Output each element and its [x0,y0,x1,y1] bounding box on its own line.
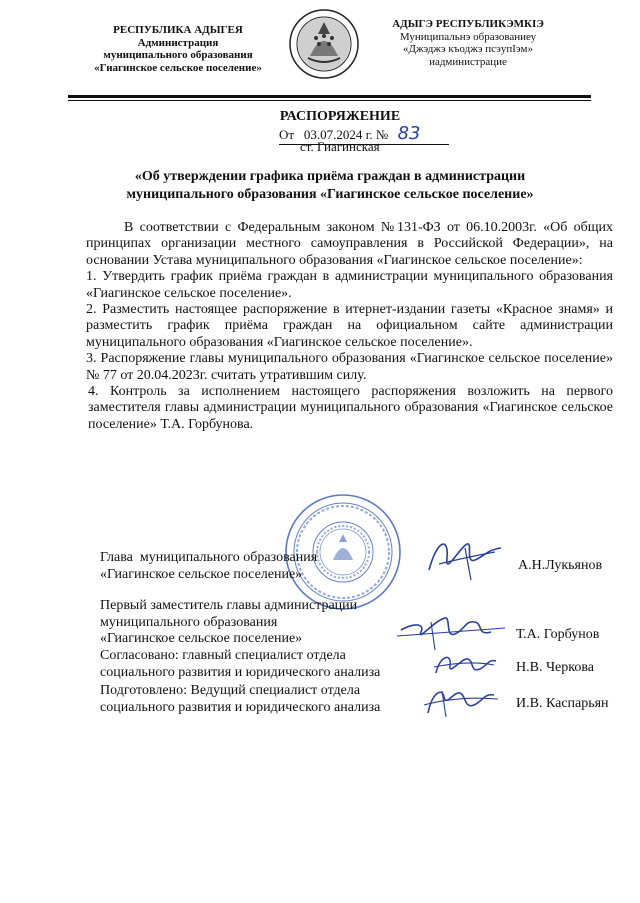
document-place: ст. Гиагинская [300,139,380,154]
agreed-line-1: Согласовано: главный специалист отдела [100,648,346,663]
prepared-handwritten-signature [420,683,500,726]
deputy-title-line-3: «Гиагинское сельское поселение» [100,631,303,646]
agreed-handwritten-signature [430,647,500,687]
header-right-admin: иадминистрацие [429,55,507,68]
head-title-line-1: Глава муниципального образования [100,550,318,565]
subject-line-1: «Об утверждении графика приёма граждан в администрации [134,169,526,184]
signature-head-title [100,550,317,583]
header-left [78,24,278,74]
body-item-1: 1. Утвердить график приёма граждан в администрации муниципального образования «Гиагинское сельское поселение». [86,269,613,301]
deputy-title-line-2: муниципального образования [100,614,278,630]
document-body [86,220,613,433]
header-left-republic: РЕСПУБЛИКА АДЫГЕЯ [113,24,243,36]
agreed-line-2: социального развития и юридического анализа [100,664,381,680]
head-handwritten-signature [425,530,505,590]
header-right-settlement: «Джэджэ къоджэ псэупІэм» [402,43,534,55]
body-item-2: 2. Разместить настоящее распоряжение в итернет-издании газеты «Красное знамя» и разместить график приёма граждан на официальном сайте администрации муниципального образования «Гиагинское сельское поселение». [86,302,613,350]
prepared-name: И.В. Каспарьян [516,696,609,711]
deputy-title-line-1: Первый заместитель главы администрации [100,598,358,613]
document-type: РАСПОРЯЖЕНИЕ [279,109,401,124]
signature-agreed [100,648,380,681]
prepared-line-2: социального развития и юридического анализа [100,699,381,715]
deputy-name: Т.А. Горбунов [516,627,600,642]
prepared-line-1: Подготовлено: Ведущий специалист отдела [100,683,361,698]
header-right [378,18,558,68]
body-item-3: 3. Распоряжение главы муниципального образования «Гиагинское сельское поселение» № 77 от 20.04.2023г. считать утратившим силу. [86,351,613,383]
header-divider-thin [68,100,591,101]
signature-deputy-title [100,598,357,648]
header-divider-thick [68,95,591,98]
body-item-4: 4. Контроль за исполнением настоящего распоряжения возложить на первого заместителя главы администрации муниципального образования «Гиагинское сельское поселение» Т.А. Горбунова. [88,384,613,432]
agreed-name: Н.В. Черкова [516,660,594,675]
signature-prepared [100,683,380,716]
header-right-republic: АДЫГЭ РЕСПУБЛИКЭМКІЭ [392,18,544,30]
document-date: От 03.07.2024 г. № [279,127,389,142]
header-left-settlement: «Гиагинское сельское поселение» [94,61,262,74]
header-right-municipal: Муниципальнэ образованиеу [399,30,537,43]
body-intro: В соответствии с Федеральным законом №131-ФЗ от 06.10.2003г. «Об общих принципах организации местного самоуправления в Российской Федерации», на основании Устава муниципального образования «Гиагинское сельское поселение»: [86,220,613,268]
head-name: А.Н.Лукьянов [518,558,603,573]
document-number: 83 [397,123,421,144]
document-subject [80,168,580,204]
head-title-line-2: «Гиагинское сельское поселение» [100,566,303,582]
header-left-municipal: муниципального образования [103,49,253,61]
header-left-admin: Администрация [137,36,219,49]
subject-line-2: муниципального образования «Гиагинское сельское поселение» [126,187,534,202]
coat-of-arms-emblem [288,8,360,80]
